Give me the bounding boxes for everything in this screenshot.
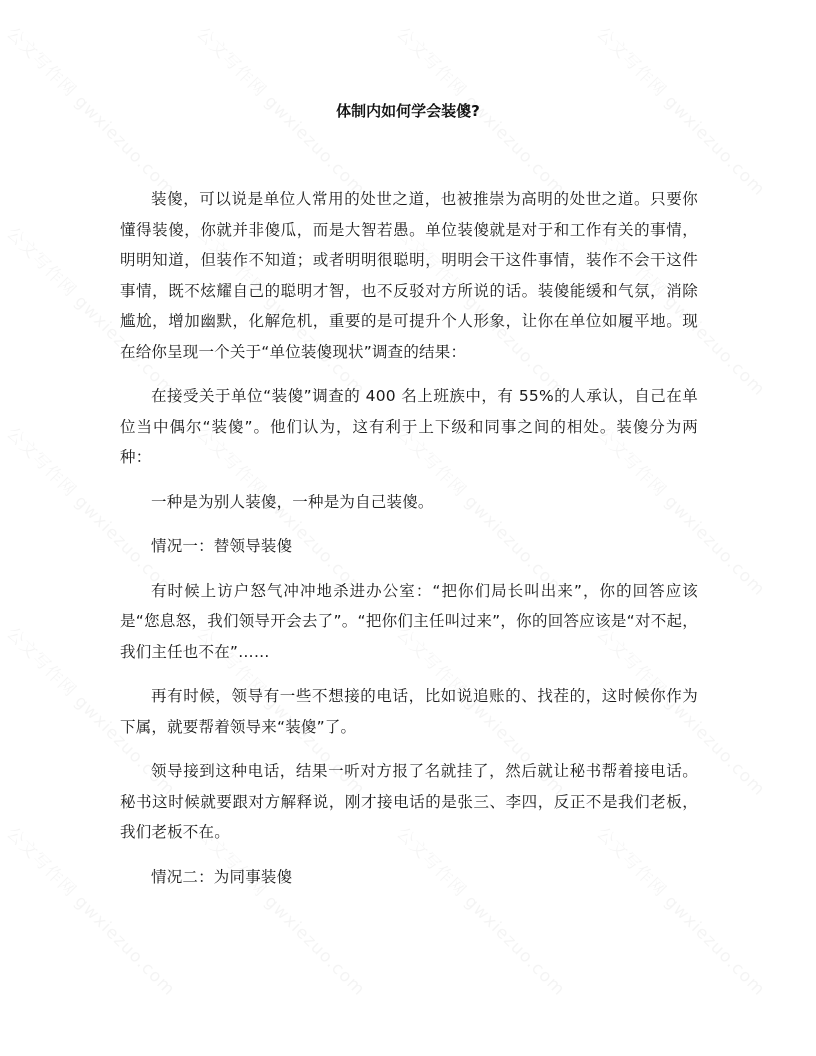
body-paragraph: 有时候上访户怒气冲冲地杀进办公室：“把你们局长叫出来”，你的回答应该是“您息怒，我们领导开会去了”。“把你们主任叫过来”，你的回答应该是“对不起，我们主任也不在”…… xyxy=(120,581,698,661)
body-paragraph: 一种是为别人装傻，一种是为自己装傻。 xyxy=(151,492,434,511)
body-paragraph: 再有时候，领导有一些不想接的电话，比如说追账的、找茬的，这时候你作为下属，就要帮着领导来“装傻”了。 xyxy=(120,687,698,736)
body-paragraph: 装傻，可以说是单位人常用的处世之道，也被推崇为高明的处世之道。只要你懂得装傻，你就并非傻瓜，而是大智若愚。单位装傻就是对于和工作有关的事情，明明知道，但装作不知道；或者明明很聪明，明明会干这件事情，装作不会干这件事情，既不炫耀自己的聪明才智，也不反驳对方所说的话。装傻能缓和气氛，消除尴尬，增加幽默，化解危机，重要的是可提升个人形象，让你在单位如履平地。现在给你呈现一个关于“单位装傻现状”调查的结果： xyxy=(120,190,698,361)
document-title: 体制内如何学会装傻? xyxy=(336,102,480,120)
body-paragraph: 在接受关于单位“装傻”调查的 400 名上班族中，有 55%的人承认，自己在单位当中偶尔“装傻”。他们认为，这有利于上下级和同事之间的相处。装傻分为两种： xyxy=(120,387,698,466)
section-heading: 情况二：为同事装傻 xyxy=(151,867,293,886)
section-heading: 情况一：替领导装傻 xyxy=(151,537,293,555)
document-body xyxy=(120,184,698,906)
body-paragraph: 领导接到这种电话，结果一听对方报了名就挂了，然后就让秘书帮着接电话。秘书这时候就要跟对方解释说，刚才接电话的是张三、李四，反正不是我们老板，我们老板不在。 xyxy=(120,762,698,841)
